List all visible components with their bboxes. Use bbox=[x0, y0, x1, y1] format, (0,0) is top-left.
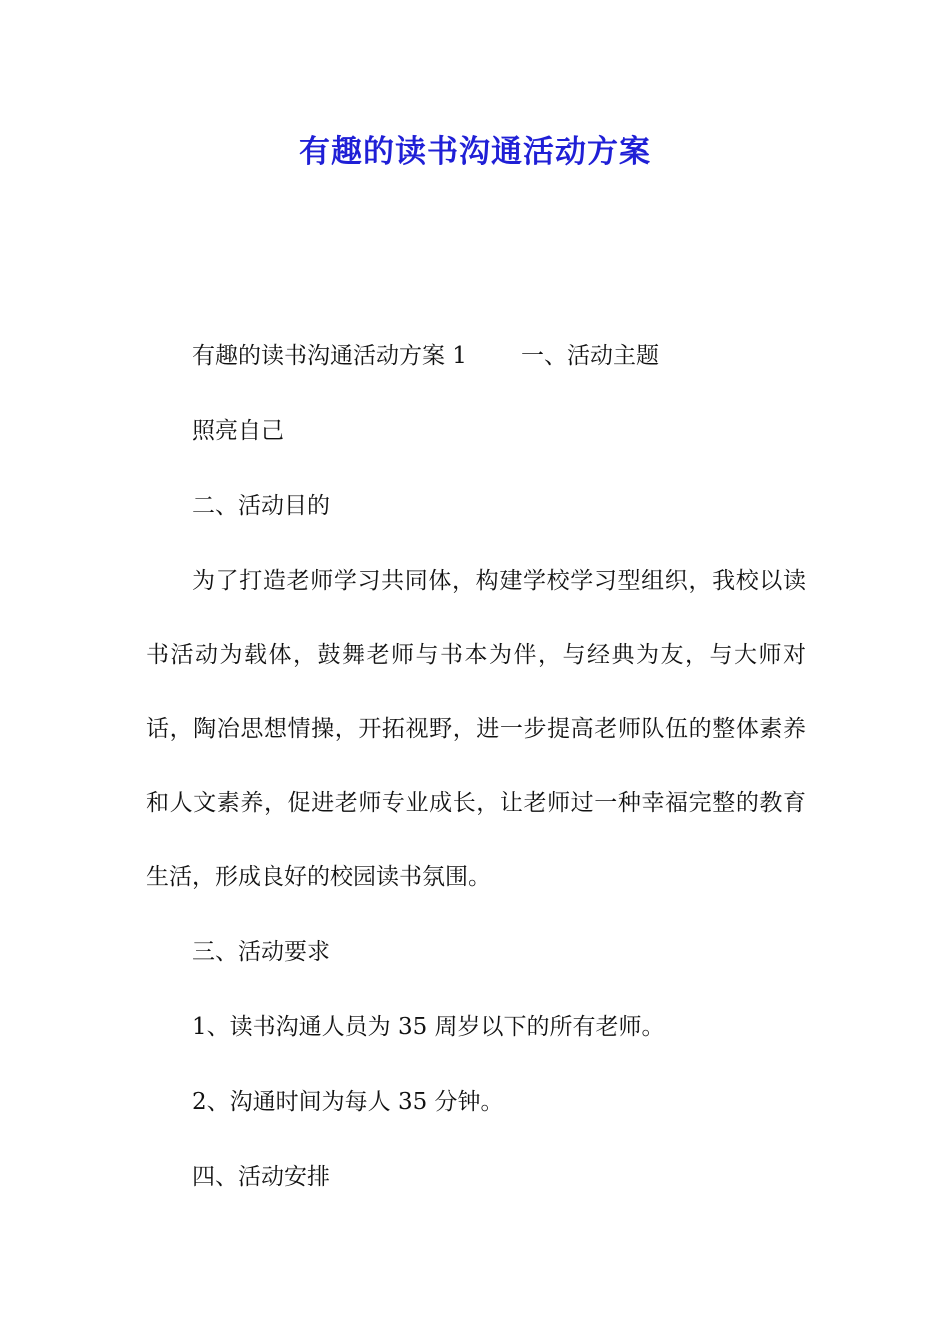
document-body bbox=[146, 338, 806, 1234]
section3-heading: 三、活动要求 bbox=[192, 939, 330, 965]
requirement-item-1: 1、读书沟通人员为 35 周岁以下的所有老师。 bbox=[192, 1014, 665, 1040]
document-title: 有趣的读书沟通活动方案 bbox=[299, 134, 651, 170]
intro-title-ref: 有趣的读书沟通活动方案 1 bbox=[192, 343, 467, 369]
theme-text: 照亮自己 bbox=[192, 418, 284, 444]
section1-heading: 一、活动主题 bbox=[520, 343, 659, 369]
purpose-paragraph: 为了打造老师学习共同体，构建学校学习型组织，我校以读书活动为载体，鼓舞老师与书本为伴，与经典为友，与大师对话，陶冶思想情操，开拓视野，进一步提高老师队伍的整体素养和人文素养，促进老师专业成长，让老师过一种幸福完整的教育生活，形成良好的校园读书氛围。 bbox=[146, 568, 806, 890]
intro-line bbox=[146, 338, 806, 374]
requirement-item-2: 2、沟通时间为每人 35 分钟。 bbox=[192, 1089, 504, 1115]
section2-heading: 二、活动目的 bbox=[192, 493, 330, 519]
section4-heading: 四、活动安排 bbox=[192, 1164, 330, 1190]
